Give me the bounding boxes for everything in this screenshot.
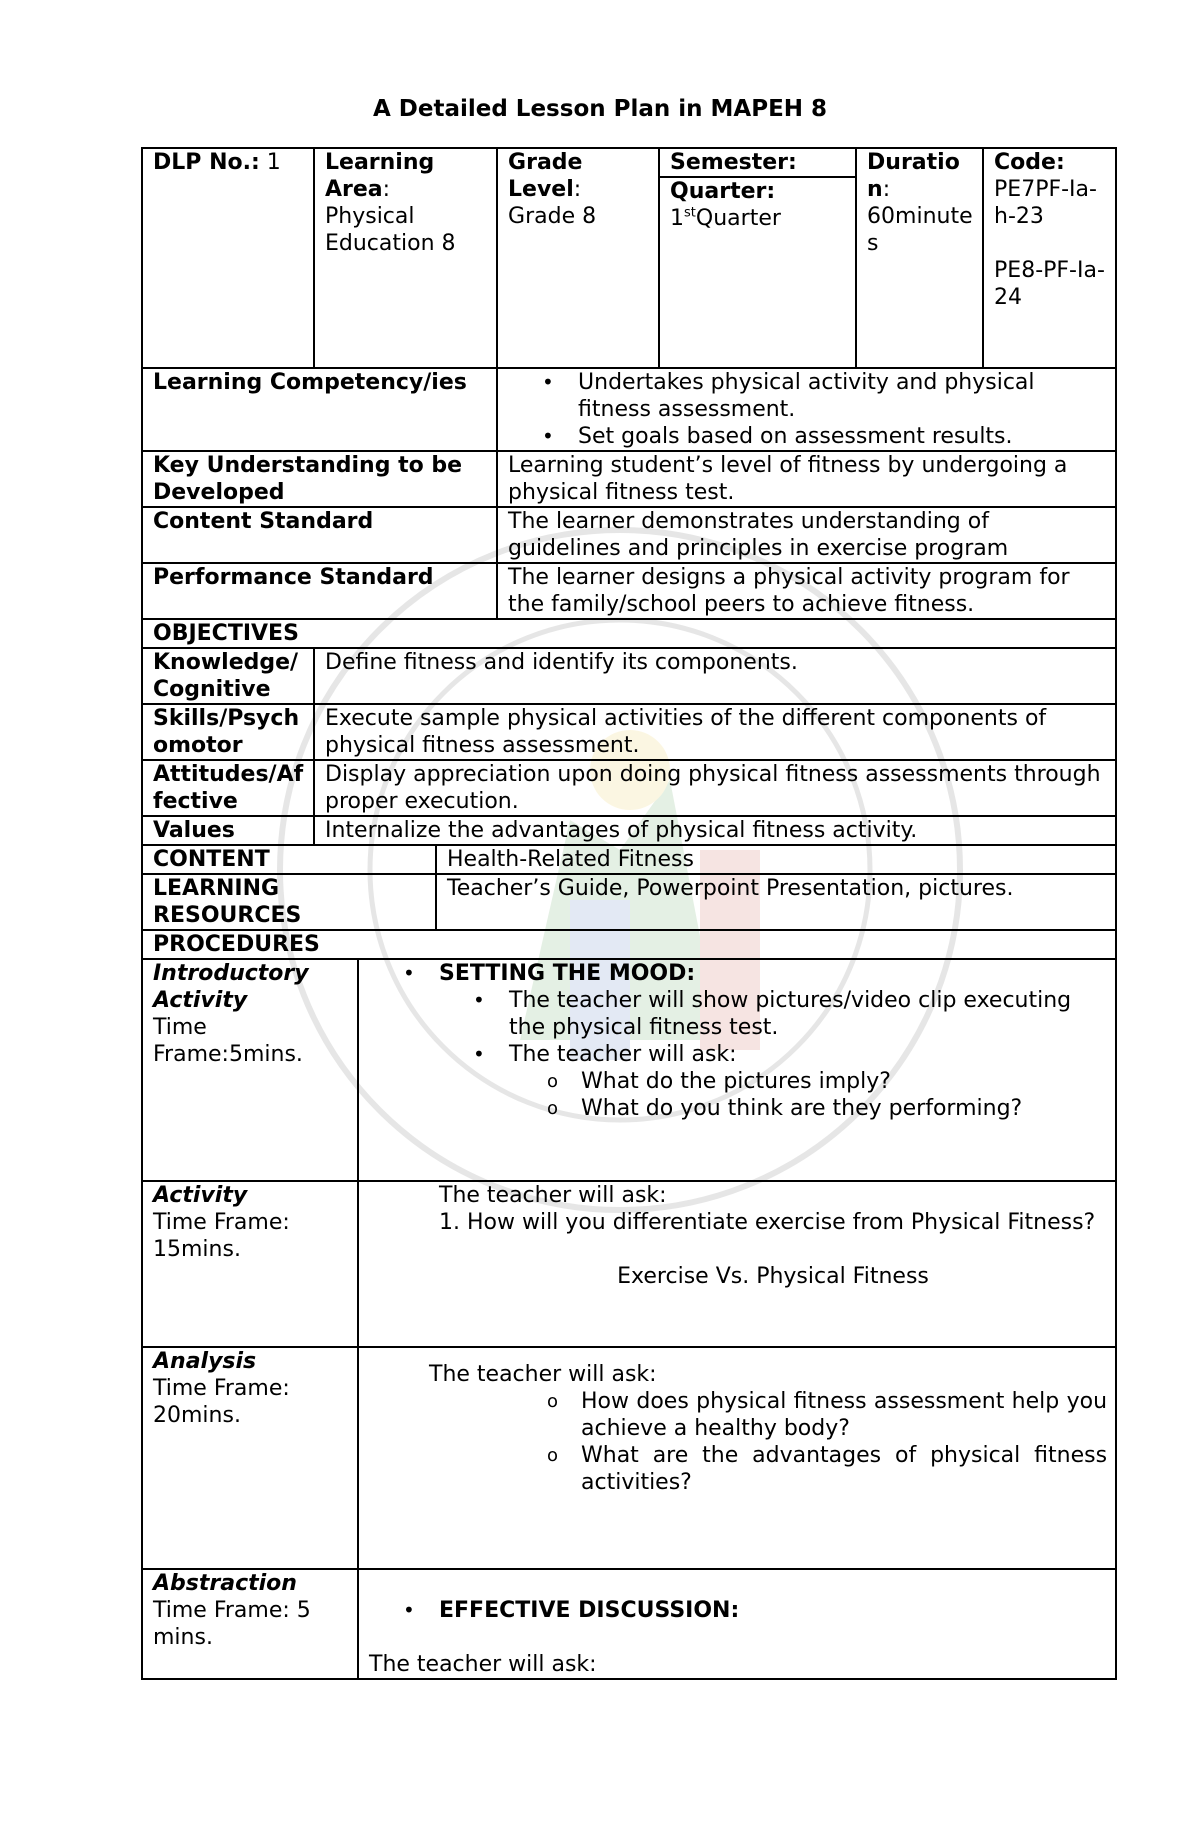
- attitudes-row: [142, 760, 1116, 816]
- content-standard-value: The learner demonstrates understanding of guidelines and principles in exercise program: [508, 509, 1009, 561]
- content-standard-label: Content Standard: [153, 509, 374, 534]
- key-understanding-label: Key Understanding to be Developed: [153, 453, 463, 505]
- knowledge-value: Define fitness and identify its components.: [325, 650, 798, 675]
- content-row: [142, 845, 1116, 874]
- activity-row: [142, 1181, 1116, 1347]
- header-row: [142, 148, 1116, 368]
- intro-row: [142, 959, 1116, 1181]
- semester-quarter-cell: Semester: Quarter: 1stQuarter: [659, 148, 856, 368]
- content-standard-row: [142, 507, 1116, 563]
- values-value: Internalize the advantages of physical fitness activity.: [325, 818, 918, 843]
- key-understanding-value: Learning student’s level of fitness by undergoing a physical fitness test.: [508, 453, 1068, 505]
- intro-content-cell: • SETTING THE MOOD: • The teacher will show pictures/video clip executing the physical fitness test. • The teacher will ask: o What do the pictures imply? o What do you think are they performing?: [358, 959, 1116, 1181]
- abstraction-row: [142, 1569, 1116, 1679]
- code-cell: Code: PE7PF-Ia-h-23 PE8-PF-Ia-24: [983, 148, 1116, 368]
- attitudes-value: Display appreciation upon doing physical fitness assessments through proper execution.: [325, 762, 1101, 814]
- activity-label-cell: Activity Time Frame: 15mins.: [142, 1181, 358, 1347]
- duration-cell: Duration: 60minutes: [856, 148, 983, 368]
- grade-level-cell: Grade Level: Grade 8: [497, 148, 659, 368]
- objectives-heading-row: [142, 619, 1116, 648]
- skills-label: Skills/Psychomotor: [153, 706, 300, 758]
- knowledge-label: Knowledge/Cognitive: [153, 650, 299, 702]
- procedures-heading-row: [142, 930, 1116, 959]
- resources-row: [142, 874, 1116, 930]
- competency-label: Learning Competency/ies: [142, 368, 497, 451]
- attitudes-label: Attitudes/Affective: [153, 762, 304, 814]
- competency-value: • Undertakes physical activity and physical fitness assessment. • Set goals based on assessment results.: [497, 368, 1116, 451]
- resources-value: Teacher’s Guide, Powerpoint Presentation, pictures.: [447, 876, 1014, 901]
- resources-label: LEARNING RESOURCES: [153, 876, 302, 928]
- lesson-plan-table: [141, 147, 1117, 1680]
- learning-area-cell: Learning Area: Physical Education 8: [314, 148, 497, 368]
- performance-standard-label: Performance Standard: [153, 565, 434, 590]
- values-label: Values: [153, 818, 235, 843]
- procedures-heading: PROCEDURES: [153, 932, 320, 957]
- content-value: Health-Related Fitness: [447, 847, 694, 872]
- performance-standard-row: [142, 563, 1116, 619]
- values-row: [142, 816, 1116, 845]
- abstraction-content-cell: • EFFECTIVE DISCUSSION: The teacher will ask:: [358, 1569, 1116, 1679]
- analysis-content-cell: The teacher will ask: o How does physical fitness assessment help you achieve a healthy body? o What are the advantages of physical fitness activities?: [358, 1347, 1116, 1569]
- knowledge-row: [142, 648, 1116, 704]
- analysis-row: [142, 1347, 1116, 1569]
- activity-content-cell: The teacher will ask: 1. How will you differentiate exercise from Physical Fitness? Exercise Vs. Physical Fitness: [358, 1181, 1116, 1347]
- abstraction-label-cell: Abstraction Time Frame: 5 mins.: [142, 1569, 358, 1679]
- performance-standard-value: The learner designs a physical activity program for the family/school peers to achieve fitness.: [508, 565, 1070, 617]
- document-title: A Detailed Lesson Plan in MAPEH 8: [372, 96, 828, 122]
- key-understanding-row: [142, 451, 1116, 507]
- objectives-heading: OBJECTIVES: [153, 621, 299, 646]
- competency-row: [142, 368, 1116, 451]
- analysis-label-cell: Analysis Time Frame: 20mins.: [142, 1347, 358, 1569]
- dlp-cell: DLP No.: 1: [142, 148, 314, 368]
- skills-value: Execute sample physical activities of the different components of physical fitness assessment.: [325, 706, 1047, 758]
- skills-row: [142, 704, 1116, 760]
- intro-label-cell: Introductory Activity Time Frame:5mins.: [142, 959, 358, 1181]
- content-label: CONTENT: [153, 847, 270, 872]
